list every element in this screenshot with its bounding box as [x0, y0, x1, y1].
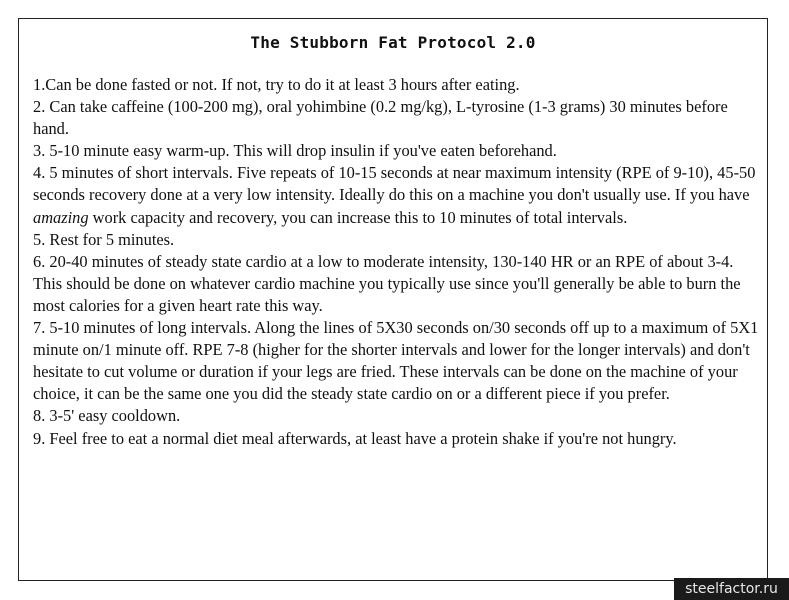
step-7: 7. 5-10 minutes of long intervals. Along the lines of 5X30 seconds on/30 seconds off up to a maximum of 5X1 minute on/1 minute off. RPE 7-8 (higher for the shorter intervals and lower for the longer intervals) and don't hesitate to cut volume or duration if your legs are fried. These intervals can be done on the machine of your choice, it can be the same one you did the steady state cardio on or a different piece if you prefer.: [33, 318, 759, 404]
document-frame: [18, 18, 768, 581]
step-3: 3. 5-10 minute easy warm-up. This will drop insulin if you've eaten beforehand.: [33, 141, 557, 161]
document-title: The Stubborn Fat Protocol 2.0: [250, 33, 536, 52]
step-4-text-start: 4. 5 minutes of short intervals. Five repeats of 10-15 seconds at near maximum intensity (RPE of 9-10), 45-50 seconds recovery done at a very low intensity. Ideally do this on a machine you don't usually use. If you have: [33, 163, 756, 205]
step-6: 6. 20-40 minutes of steady state cardio at a low to moderate intensity, 130-140 HR or an RPE of about 3-4. This should be done on whatever cardio machine you typically use since you'll generally be able to burn the most calories for a given heart rate this way.: [33, 251, 741, 315]
step-9: 9. Feel free to eat a normal diet meal afterwards, at least have a protein shake if you're not hungry.: [33, 428, 677, 448]
protocol-steps: [33, 74, 759, 450]
step-2: 2. Can take caffeine (100-200 mg), oral yohimbine (0.2 mg/kg), L-tyrosine (1-3 grams) 30 minutes before hand.: [33, 97, 728, 139]
step-4: [33, 162, 759, 228]
step-1: 1.Can be done fasted or not. If not, try to do it at least 3 hours after eating.: [33, 75, 520, 94]
step-4-text-end: work capacity and recovery, you can increase this to 10 minutes of total intervals.: [88, 207, 628, 227]
step-4-emphasis: amazing: [33, 207, 89, 227]
step-5: 5. Rest for 5 minutes.: [33, 229, 175, 249]
step-8: 8. 3-5' easy cooldown.: [33, 406, 181, 426]
site-watermark: steelfactor.ru: [674, 578, 789, 600]
